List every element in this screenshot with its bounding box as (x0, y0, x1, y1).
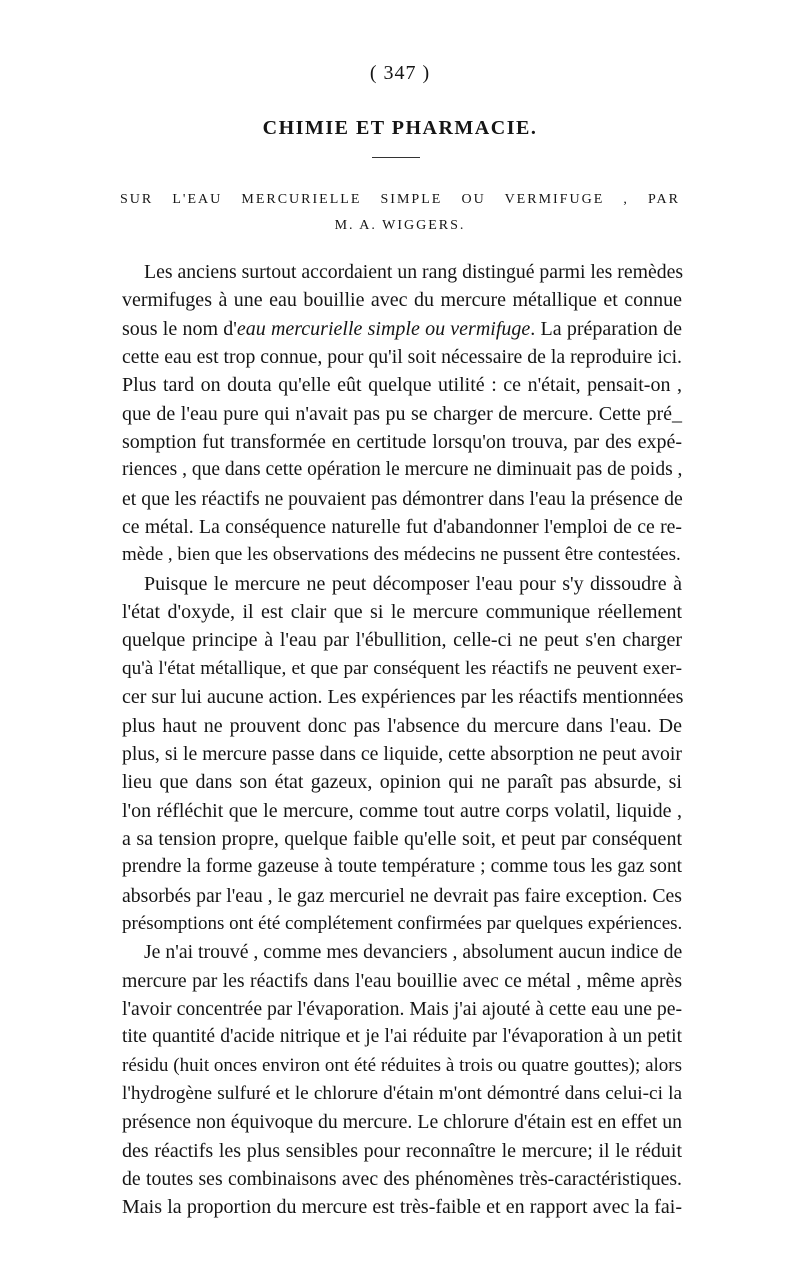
text-line: qu'à l'état métallique, et que par conséquent les réactifs ne peuvent exer- (122, 657, 682, 679)
title-divider (372, 157, 420, 158)
text-line: plus haut ne prouvent donc pas l'absence du mercure dans l'eau. De (122, 714, 682, 737)
text-line: quelque principe à l'eau par l'ébullition, celle-ci ne peut s'en charger (122, 629, 682, 652)
text-line: l'hydrogène sulfuré et le chlorure d'étain m'ont démontré dans celui-ci la (122, 1082, 682, 1104)
article-title (120, 187, 680, 239)
text-line: absorbés par l'eau , le gaz mercuriel ne devrait pas faire exception. Ces (122, 884, 682, 907)
text-line: ce métal. La conséquence naturelle fut d'abandonner l'emploi de ce re- (122, 516, 682, 539)
text-line: a sa tension propre, quelque faible qu'elle soit, et peut par conséquent (122, 827, 682, 850)
text-line: cette eau est trop connue, pour qu'il soit nécessaire de la reproduire ici. (122, 346, 682, 369)
text-line: présomptions ont été complétement confirmées par quelques expériences. (122, 912, 683, 934)
text-line: des réactifs les plus sensibles pour reconnaître le mercure; il le réduit (122, 1139, 682, 1162)
text-line: et que les réactifs ne pouvaient pas démontrer dans l'eau la présence de (122, 487, 683, 510)
text-line: Je n'ai trouvé , comme mes devanciers , absolument aucun indice de (144, 941, 683, 964)
text-line: cer sur lui aucune action. Les expériences par les réactifs mentionnées (122, 686, 684, 709)
text-line (122, 315, 682, 343)
text-line: plus, si le mercure passe dans ce liquide, cette absorption ne peut avoir (122, 742, 682, 765)
article-title-line-1: SUR L'EAU MERCURIELLE SIMPLE OU VERMIFUGE , PAR (120, 192, 680, 207)
text-line: de toutes ses combinaisons avec des phénomènes très-caractéristiques. (122, 1168, 682, 1190)
page-number: ( 347 ) (369, 62, 431, 84)
text-line: l'avoir concentrée par l'évaporation. Mais j'ai ajouté à cette eau une pe- (122, 997, 683, 1020)
text-line: Mais la proportion du mercure est très-faible et en rapport avec la fai- (122, 1196, 682, 1219)
text-line: l'état d'oxyde, il est clair que si le mercure communique réellement (122, 601, 682, 624)
text-line: lieu que dans son état gazeux, opinion qui ne paraît pas absurde, si (122, 771, 682, 794)
text-line: tite quantité d'acide nitrique et je l'ai réduite par l'évaporation à un petit (122, 1026, 682, 1048)
article-title-author: M. A. WIGGERS. (334, 218, 466, 233)
text-line: mercure par les réactifs dans l'eau bouillie avec ce métal , même après (122, 969, 682, 992)
text-line: Les anciens surtout accordaient un rang distingué parmi les remèdes (144, 261, 684, 283)
text-line: Plus tard on douta qu'elle eût quelque utilité : ce n'était, pensait-on , (122, 374, 682, 397)
text-line: somption fut transformée en certitude lorsqu'on trouva, par des expé- (122, 431, 682, 454)
text-line: riences , que dans cette opération le mercure ne diminuait pas de poids , (122, 459, 683, 481)
text-line: Puisque le mercure ne peut décomposer l'eau pour s'y dissoudre à (144, 572, 682, 595)
text-segment: . La préparation de (530, 317, 682, 340)
text-line: l'on réfléchit que le mercure, comme tout autre corps volatil, liquide , (122, 799, 682, 822)
text-line: résidu (huit onces environ ont été réduites à trois ou quatre gouttes); alors (122, 1054, 682, 1076)
article-body (122, 258, 682, 1222)
text-line: mède , bien que les observations des médecins ne pussent être contestées. (122, 544, 681, 566)
italic-term: eau mercurielle simple ou vermifuge (236, 317, 531, 340)
text-line: que de l'eau pure qui n'avait pas pu se charger de mercure. Cette pré_ (122, 402, 682, 425)
text-segment: sous le nom d' (122, 317, 237, 340)
text-line: vermifuges à une eau bouillie avec du mercure métallique et connue (122, 289, 682, 312)
text-line: présence non équivoque du mercure. Le chlorure d'étain est en effet un (122, 1111, 682, 1134)
section-title: CHIMIE ET PHARMACIE. (262, 117, 538, 139)
text-line: prendre la forme gazeuse à toute température ; comme tous les gaz sont (122, 856, 682, 878)
